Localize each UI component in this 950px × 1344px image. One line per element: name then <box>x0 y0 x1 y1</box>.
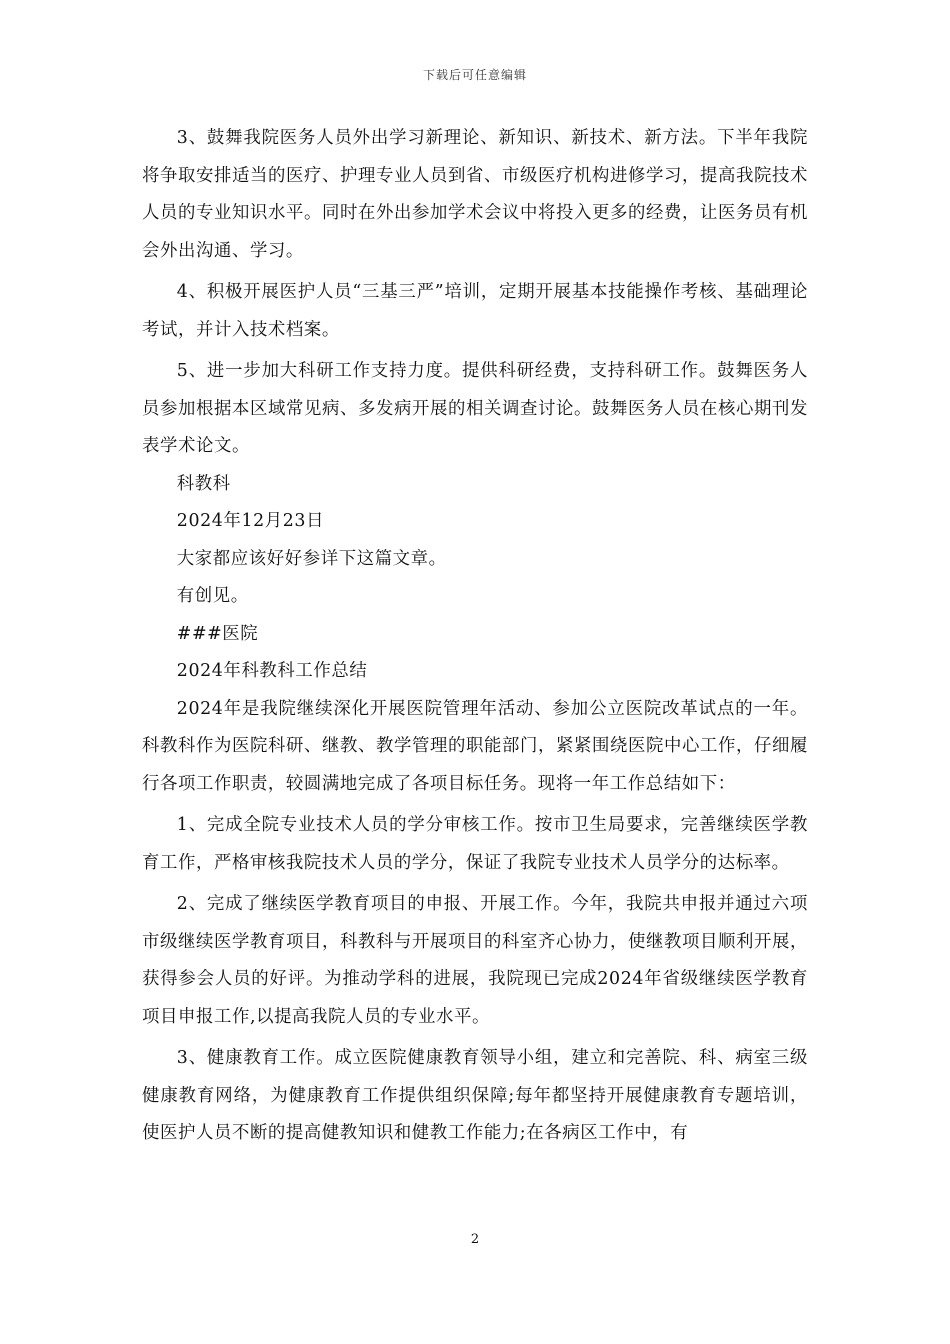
summary-item-2: 2、完成了继续医学教育项目的申报、开展工作。今年，我院共申报并通过六项市级继续医学教育项目，科教科与开展项目的科室齐心协力，使继教项目顺利开展，获得参会人员的好评。为推动学科的进展，我院现已完成2024年省级继续医学教育项目申报工作,以提高我院人员的专业水平。 <box>142 894 808 1027</box>
signature-date: 2024年12月23日 <box>176 511 325 531</box>
document-body <box>142 120 808 1153</box>
paragraph-item-5: 5、进一步加大科研工作支持力度。提供科研经费，支持科研工作。鼓舞医务人员参加根据本区域常见病、多发病开展的相关调查讨论。鼓舞医务人员在核心期刊发表学术论文。 <box>142 361 808 456</box>
page-number: 2 <box>470 1232 480 1247</box>
signature-department: 科教科 <box>176 473 231 494</box>
summary-intro: 2024年是我院继续深化开展医院管理年活动、参加公立医院改革试点的一年。科教科作为医院科研、继教、教学管理的职能部门，紧紧围绕医院中心工作，仔细履行各项工作职责，较圆满地完成了各项目标任务。现将一年工作总结如下： <box>142 698 808 794</box>
comment-line-2: 有创见。 <box>176 586 249 606</box>
page-header: 下载后可任意编辑 <box>422 68 527 82</box>
comment-line-1: 大家都应该好好参详下这篇文章。 <box>176 548 447 569</box>
paragraph-item-4: 4、积极开展医护人员“三基三严”培训，定期开展基本技能操作考核、基础理论考试，并计入技术档案。 <box>142 282 808 340</box>
summary-item-3: 3、健康教育工作。成立医院健康教育领导小组，建立和完善院、科、病室三级健康教育网络，为健康教育工作提供组织保障;每年都坚持开展健康教育专题培训，使医护人员不断的提高健教知识和健教工作能力;在各病区工作中，有 <box>142 1048 808 1143</box>
section-title: 2024年科教科工作总结 <box>176 661 368 681</box>
paragraph-item-3: 3、鼓舞我院医务人员外出学习新理论、新知识、新技术、新方法。下半年我院将争取安排适当的医疗、护理专业人员到省、市级医疗机构进修学习，提高我院技术人员的专业知识水平。同时在外出参加学术会议中将投入更多的经费，让医务员有机会外出沟通、学习。 <box>142 128 808 261</box>
hospital-name: ###医院 <box>176 623 259 644</box>
summary-item-1: 1、完成全院专业技术人员的学分审核工作。按市卫生局要求，完善继续医学教育工作，严格审核我院技术人员的学分，保证了我院专业技术人员学分的达标率。 <box>142 815 808 873</box>
